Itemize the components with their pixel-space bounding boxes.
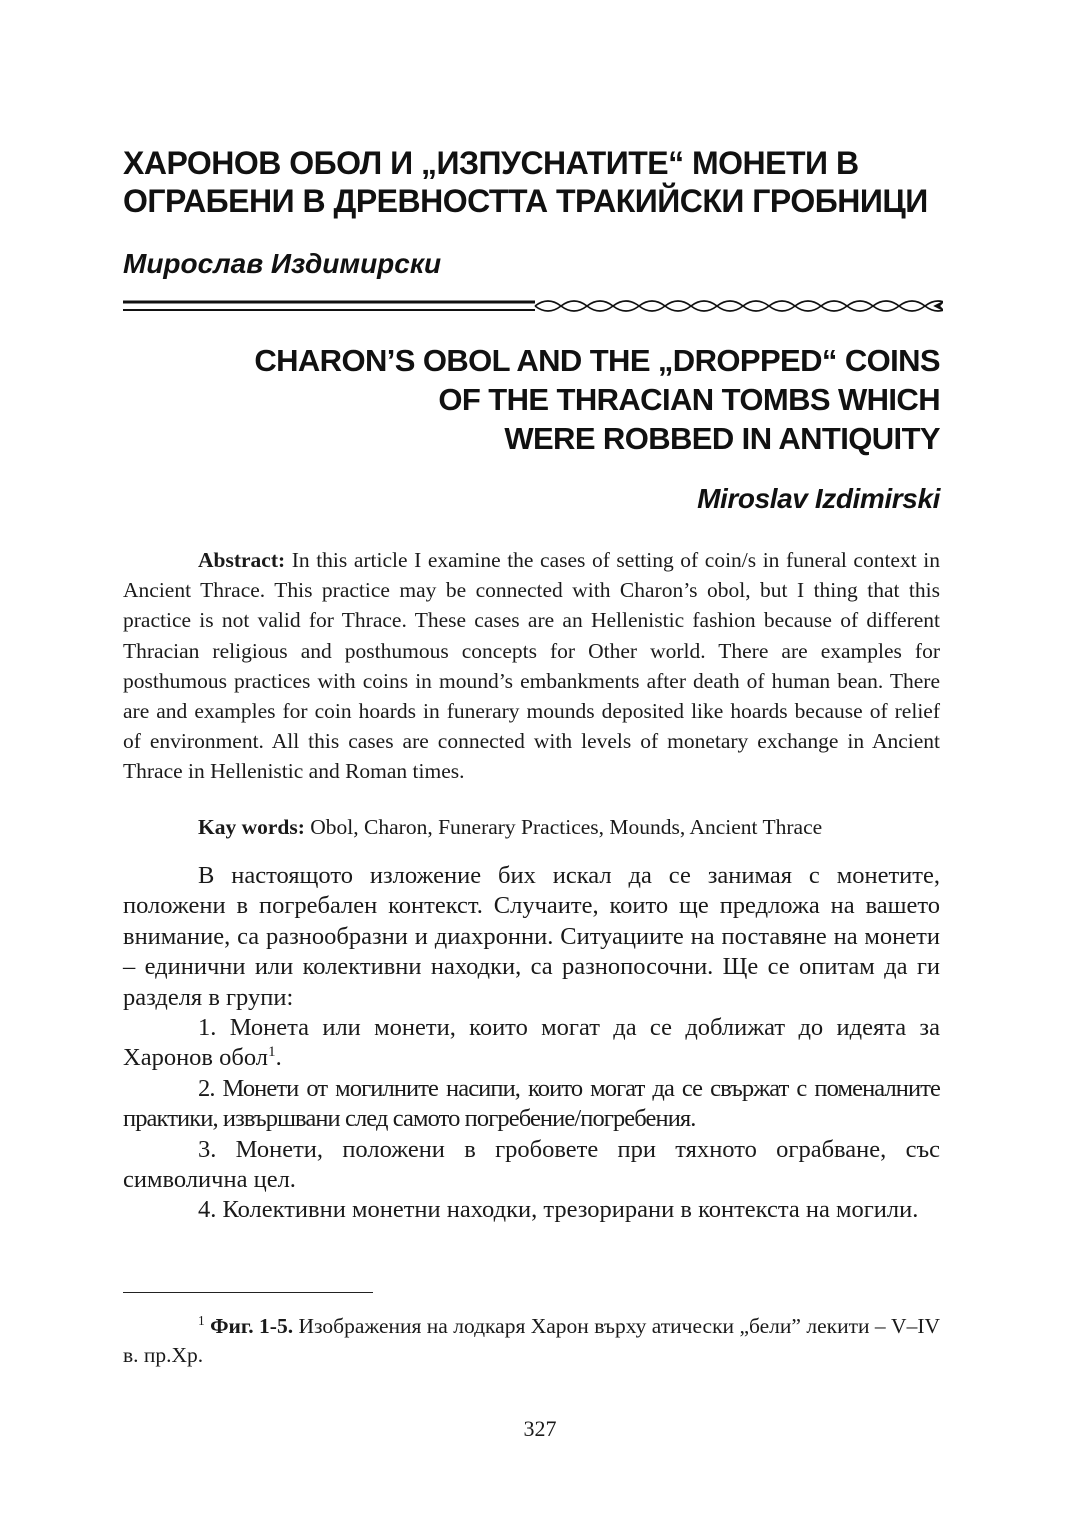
list-item-text: 1. Монета или монети, които могат да се доближат до идеята за Харонов обол bbox=[123, 1014, 940, 1072]
body-list-item-3: 3. Монети, положени в гробовете при тяхното ограбване, със символична цел. bbox=[123, 1135, 940, 1194]
footnote bbox=[123, 1312, 940, 1370]
keywords-paragraph bbox=[123, 812, 940, 842]
footnote-separator bbox=[123, 1292, 373, 1293]
body-paragraph-intro: В настоящото изложение бих искал да се занимая с монетите, положени в погребален контекст. Случаите, които ще предложа на вашето внимание, са разнообразни и диахронни. Ситуациите на поставяне на монети – единични или колективни находки, са разнопосочни. Ще се опитам да ги разделя в групи: bbox=[123, 862, 940, 1011]
bulgarian-title bbox=[123, 144, 953, 220]
english-title-line: OF THE THRACIAN TOMBS WHICH bbox=[438, 382, 940, 417]
divider-chain-strand bbox=[535, 301, 943, 306]
ornamental-divider bbox=[123, 294, 943, 320]
bulgarian-title-line: ОГРАБЕНИ В ДРЕВНОСТТА ТРАКИЙСКИ ГРОБНИЦИ bbox=[123, 183, 928, 219]
abstract-label: Abstract: bbox=[198, 548, 286, 572]
bulgarian-title-line: ХАРОНОВ ОБОЛ И „ИЗПУСНАТИТЕ“ МОНЕТИ В bbox=[123, 145, 859, 181]
page-number: 327 bbox=[523, 1416, 557, 1441]
body-list-item-4: 4. Колективни монетни находки, трезорирани в контекста на могили. bbox=[198, 1196, 919, 1224]
divider-chain-strand bbox=[535, 306, 943, 311]
english-author: Miroslav Izdimirski bbox=[697, 483, 940, 514]
abstract-paragraph bbox=[123, 545, 940, 787]
footnote-label: Фиг. 1-5. bbox=[210, 1314, 294, 1338]
footnote-reference[interactable]: 1 bbox=[268, 1043, 276, 1061]
body-list-item-1 bbox=[123, 1013, 940, 1074]
body-list-item-2: 2. Монети от могилните насипи, които могат да се свържат с поменалните практики, извършвани след самото погребение/погребения. bbox=[123, 1074, 940, 1133]
abstract-text: In this article I examine the cases of setting of coin/s in funeral context in Ancient Thrace. This practice may be connected with Charon’s obol, but I thing that this practice is not valid for Thrace. These cases are an Hellenistic fashion because of different Thracian religious and posthumous concepts for Other world. There are examples for posthumous practices with coins in mound’s embankments after death of human bean. There are and examples for coin hoards in funerary mounds deposited like hoards because of relief of environment. All this cases are connected with levels of monetary exchange in Ancient Thrace in Hellenistic and Roman times. bbox=[123, 548, 940, 784]
english-title-line: CHARON’S OBOL AND THE „DROPPED“ COINS bbox=[254, 343, 940, 378]
list-item-text-end: . bbox=[275, 1044, 282, 1072]
english-title bbox=[180, 341, 940, 458]
body-text bbox=[123, 861, 940, 1226]
keywords-label: Kay words: bbox=[198, 815, 305, 839]
footnote-number: 1 bbox=[198, 1312, 205, 1328]
english-title-line: WERE ROBBED IN ANTIQUITY bbox=[504, 421, 940, 456]
keywords-text: Obol, Charon, Funerary Practices, Mounds, Ancient Thrace bbox=[304, 815, 823, 839]
divider-chain-end bbox=[935, 302, 943, 310]
bulgarian-author: Мирослав Издимирски bbox=[123, 248, 442, 279]
footnote-text: Изображения на лодкаря Харон върху атически „бели” лекити – V–IV в. пр.Хр. bbox=[123, 1314, 940, 1367]
